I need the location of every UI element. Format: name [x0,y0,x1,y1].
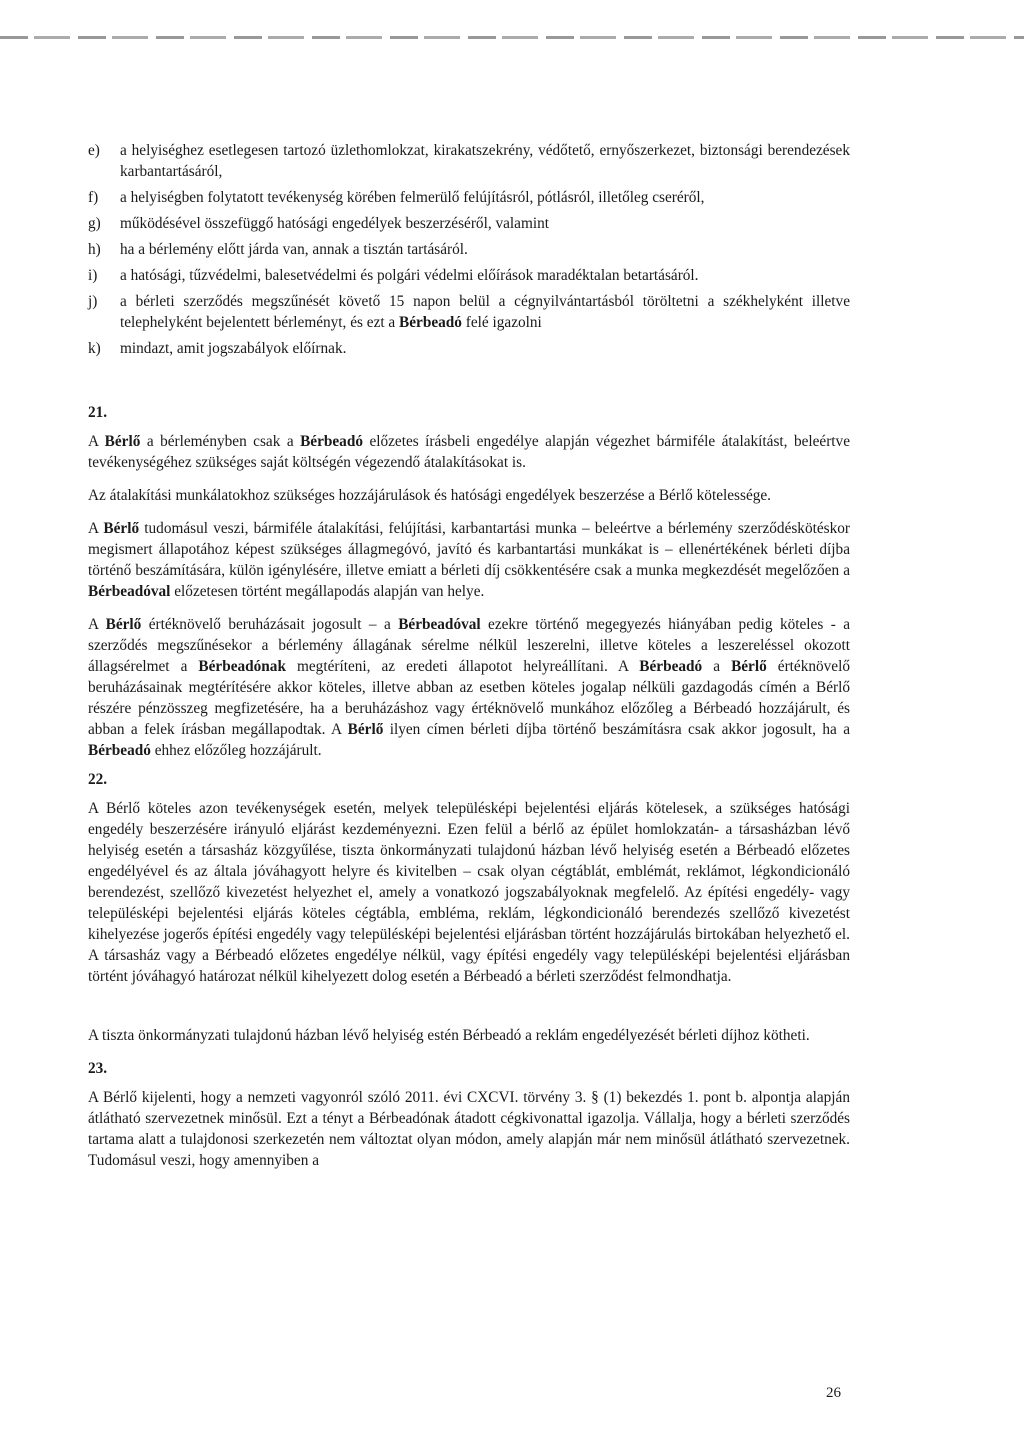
list-item [88,213,850,234]
list-label: f) [88,189,99,206]
paragraph [88,431,850,473]
spacer [88,364,850,402]
list-label: j) [88,293,98,310]
bold-term: Bérbeadó [88,742,151,759]
text-run: a bérleményben csak a [140,433,301,450]
text-run: ehhez előzőleg hozzájárult. [150,742,322,759]
text-run: megtéríteni, az eredeti állapotot helyreállítani. A [285,658,640,675]
list-label: h) [88,241,101,258]
text-run: ezekre történő megegyezés hiányában pedig köteles - a szerződés megszűnésekor a bérlemény állagának sérelme nélkül leszerelni, illetve köteles a leszereléssel okozott állagsérelmet a [88,616,851,675]
list-text: felé igazolni [461,314,542,331]
text-run: előzetesen történt megállapodás alapján van helye. [170,583,485,600]
scan-edge-artifact [0,36,1024,39]
text-run: A [88,616,106,633]
paragraph [88,614,850,761]
list-text: a hatósági, tűzvédelmi, balesetvédelmi és polgári védelmi előírások maradéktalan betartásáról. [120,267,699,284]
section-number-22: 22. [88,771,108,788]
paragraph: A Bérlő köteles azon tevékenységek esetén, melyek településképi bejelentési eljárás kötelesek, a szükséges hatósági engedély beszerzésére irányuló eljárást kezdeményezni. Ezen felül a bérlő az épület homlokzatán- a társasházban lévő helyiség esetén a társasház közgyűlése, tiszta önkormányzati tulajdonú házban lévő helyiség esetén a Bérbeadó előzetes engedélyével és az általa jóváhagyott helyre és kivitelben – csak olyan cégtáblát, emblémát, reklámot, légkondicionáló berendezést, szellőző kivezetést helyezhet el, amely a vonatkozó jogszabályoknak megfelelő. Az építési engedély- vagy településképi bejelentési eljárás köteles cégtábla, embléma, reklám, légkondicionáló berendezés szellőző kivezetést kihelyezése jogerős építési engedély vagy településképi bejelentési eljárásban történt hozzájárulás birtokában helyezhető el. A társasház vagy a Bérbeadó előzetes engedélye nélkül, vagy építési engedély vagy településképi bejelentési eljárásban történt jóváhagyó határozat nélkül kihelyezett dolog esetén a Bérbeadó a bérleti szerződést felmondhatja. [88,800,850,985]
text-run: A [88,520,104,537]
bold-term: Bérbeadó [399,314,462,331]
list-text: a helyiséghez esetlegesen tartozó üzlethomlokzat, kirakatszekrény, védőtető, ernyőszerkezet, biztonsági berendezések karbantartásáról, [120,142,850,180]
list-label: g) [88,215,101,232]
document-page [88,140,850,1183]
list-item [88,338,850,359]
bold-term: Bérbeadónak [198,658,286,675]
paragraph: A Bérlő kijelenti, hogy a nemzeti vagyonról szóló 2011. évi CXCVI. törvény 3. § (1) bekezdés 1. pont b. alpontja alapján átlátható szervezetnek minősül. Ezt a tényt a Bérbeadónak átadott cégkivonattal igazolja. Vállalja, hogy a bérleti szerződés tartama alatt a tulajdonosi szerkezetén nem változtat olyan módon, amely alapján már nem minősül átlátható szervezetnek. Tudomásul veszi, hogy amennyiben a [88,1089,850,1169]
bold-term: Bérbeadóval [398,616,481,633]
list-label: i) [88,267,98,284]
list-text: a bérleti szerződés megszűnését követő 15 napon belül a cégnyilvántartásból töröltetni a székhelyként illetve telephelyként bejelentett bérleményt, és ezt a [120,293,850,331]
bold-term: Bérbeadó [639,658,703,675]
paragraph: A tiszta önkormányzati tulajdonú házban lévő helyiség estén Bérbeadó a reklám engedélyezését bérleti díjhoz kötheti. [88,1027,810,1044]
text-run: előzetes írásbeli engedélye alapján végezhet bármiféle átalakítást, beleértve tevékenységéhez szükséges saját költségén végezendő átalakításokat is. [88,433,850,471]
list-text: a helyiségben folytatott tevékenység körében felmerülő felújításról, pótlásról, illetőleg cseréről, [120,189,705,206]
list-text: ha a bérlemény előtt járda van, annak a tisztán tartásáról. [120,241,468,258]
list-item [88,291,850,333]
bold-term: Bérlő [105,616,142,633]
list-item [88,239,850,260]
paragraph [88,518,850,602]
text-run: a [702,658,732,675]
bold-term: Bérlő [104,433,141,450]
text-run: tudomásul veszi, bármiféle átalakítási, felújítási, karbantartási munka – beleértve a bérlemény szerződéskötéskor megismert állapotához képest szükséges állagmegóvó, javító és karbantartási munkákat is – ellenértékének bérleti díjba történő beszámítására, külön igénylésére, illetve emiatt a bérleti díj csökkentésére csak a munka megkezdését megelőzően a [88,520,850,579]
list-text: működésével összefüggő hatósági engedélyek beszerzéséről, valamint [120,215,550,232]
text-run: értéknövelő beruházásainak megtérítésére akkor köteles, illetve abban az esetben köteles jogalap nélküli gazdagodás címén a Bérlő részére pénzösszeg megfizetésére, ha a beruházáshoz vagy értéknövelő munkához előzőleg a Bérbeadó hozzájárult, és abban a felek írásban megállapodtak. A [88,658,850,738]
list-text: mindazt, amit jogszabályok előírnak. [120,340,347,357]
text-run: értéknövelő beruházásait jogosult – a [141,616,399,633]
bold-term: Bérbeadóval [88,583,171,600]
bold-term: Bérlő [731,658,767,675]
bold-term: Bérlő [103,520,140,537]
section-number-23: 23. [88,1060,108,1077]
bold-term: Bérlő [347,721,384,738]
spacer [88,999,850,1025]
list-item [88,187,850,208]
text-run: ilyen címen bérleti díjba történő beszámításra csak akkor jogosult, ha a [383,721,850,738]
list-item [88,140,850,182]
text-run: A [88,433,105,450]
section-number-21: 21. [88,404,108,421]
list-label: e) [88,142,100,159]
page-number: 26 [826,1385,841,1401]
list-label: k) [88,340,101,357]
list-item [88,265,850,286]
paragraph: Az átalakítási munkálatokhoz szükséges hozzájárulások és hatósági engedélyek beszerzése a Bérlő kötelessége. [88,487,771,504]
bold-term: Bérbeadó [300,433,363,450]
